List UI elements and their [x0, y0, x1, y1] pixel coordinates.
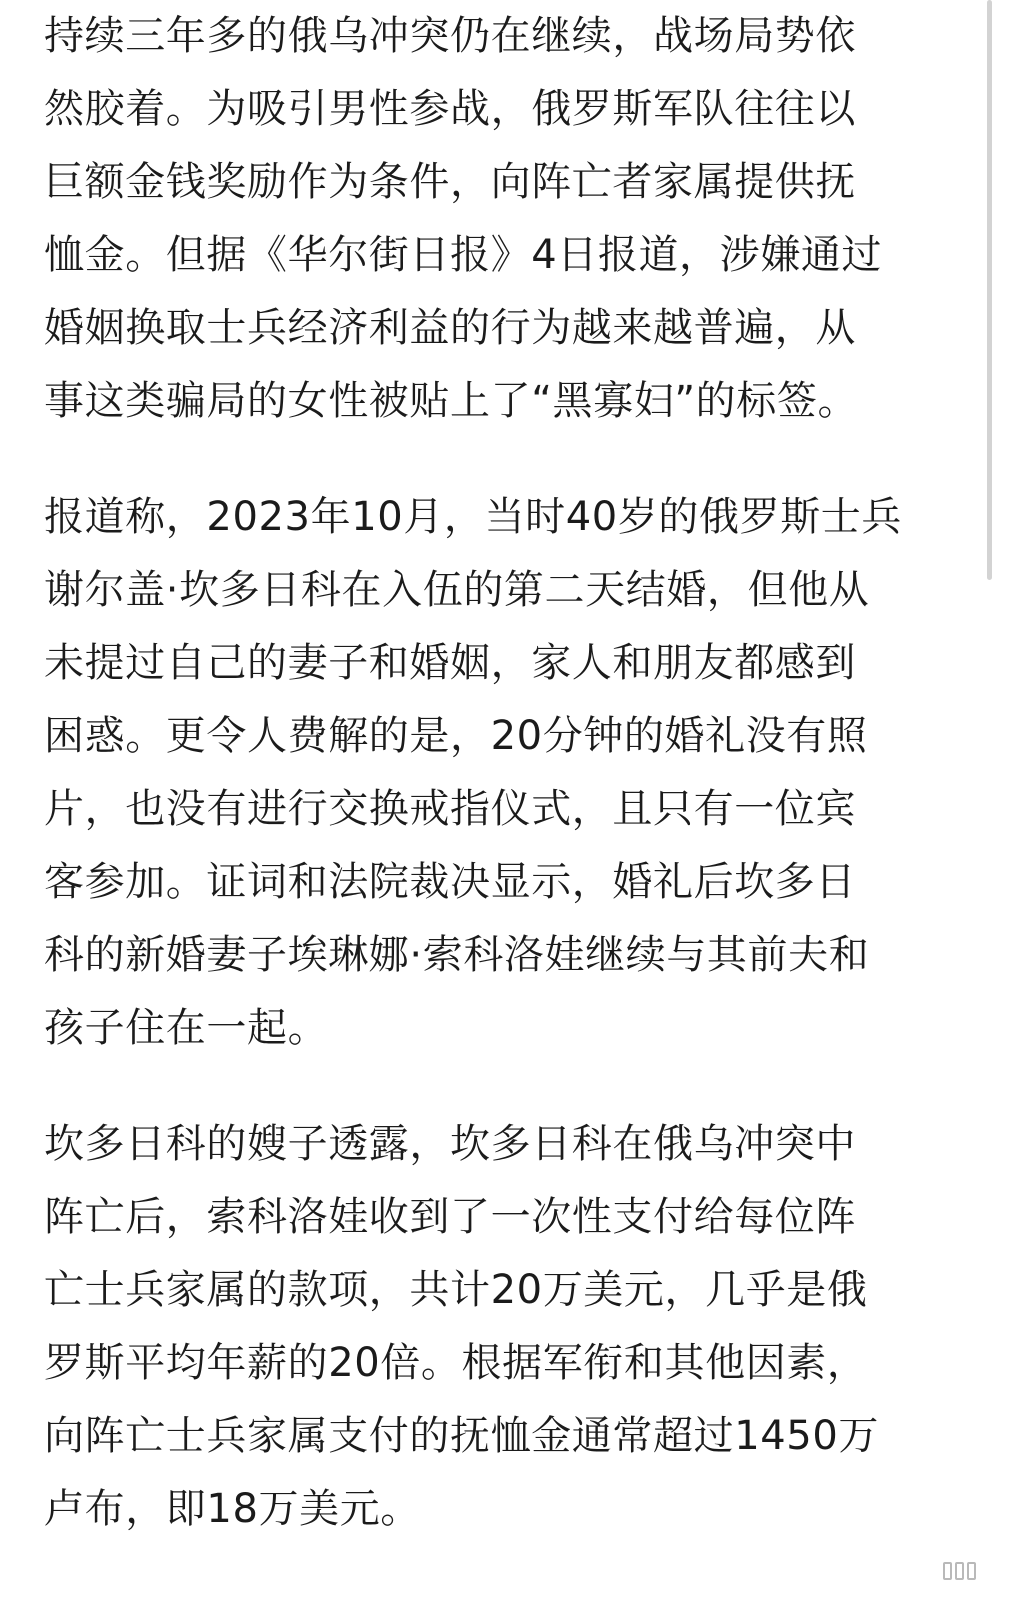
text-line: 持续三年多的俄乌冲突仍在继续，战场局势依 [44, 13, 856, 59]
paragraph [44, 481, 956, 1065]
text-line: 报道称，2023年10月，当时40岁的俄罗斯士兵 [44, 494, 902, 540]
text-line: 阵亡后，索科洛娃收到了一次性支付给每位阵 [44, 1194, 856, 1240]
paragraph-spacer [44, 1065, 956, 1108]
paragraph [44, 0, 956, 438]
text-line: 卢布，即18万美元。 [44, 1486, 421, 1532]
text-line: 罗斯平均年薪的20倍。根据军衔和其他因素， [44, 1340, 868, 1386]
scrollbar-thumb[interactable] [987, 0, 992, 580]
text-line: 坎多日科的嫂子透露，坎多日科在俄乌冲突中 [44, 1121, 856, 1167]
text-line: 亡士兵家属的款项，共计20万美元，几乎是俄 [44, 1267, 868, 1313]
text-line: 事这类骗局的女性被贴上了“黑寡妇”的标签。 [44, 378, 859, 424]
watermark-bar [967, 1562, 976, 1580]
text-line: 巨额金钱奖励作为条件，向阵亡者家属提供抚 [44, 159, 856, 205]
text-line: 困惑。更令人费解的是，20分钟的婚礼没有照 [44, 713, 868, 759]
text-line: 片，也没有进行交换戒指仪式，且只有一位宾 [44, 786, 856, 832]
paragraph [44, 1108, 956, 1546]
text-line: 谢尔盖·坎多日科在入伍的第二天结婚，但他从 [44, 567, 870, 613]
watermark-bar [955, 1562, 964, 1580]
watermark-bar [943, 1562, 952, 1580]
text-line: 科的新婚妻子埃琳娜·索科洛娃继续与其前夫和 [44, 932, 870, 978]
text-line: 恤金。但据《华尔街日报》4日报道，涉嫌通过 [44, 232, 883, 278]
article-body [44, 0, 956, 1546]
text-line: 孩子住在一起。 [44, 1005, 329, 1051]
watermark-icon [943, 1562, 976, 1580]
paragraph-spacer [44, 438, 956, 481]
text-line: 向阵亡士兵家属支付的抚恤金通常超过1450万 [44, 1413, 879, 1459]
text-line: 婚姻换取士兵经济利益的行为越来越普遍，从 [44, 305, 856, 351]
text-line: 客参加。证词和法院裁决显示，婚礼后坎多日 [44, 859, 856, 905]
text-line: 然胶着。为吸引男性参战，俄罗斯军队往往以 [44, 86, 856, 132]
text-line: 未提过自己的妻子和婚姻，家人和朋友都感到 [44, 640, 856, 686]
